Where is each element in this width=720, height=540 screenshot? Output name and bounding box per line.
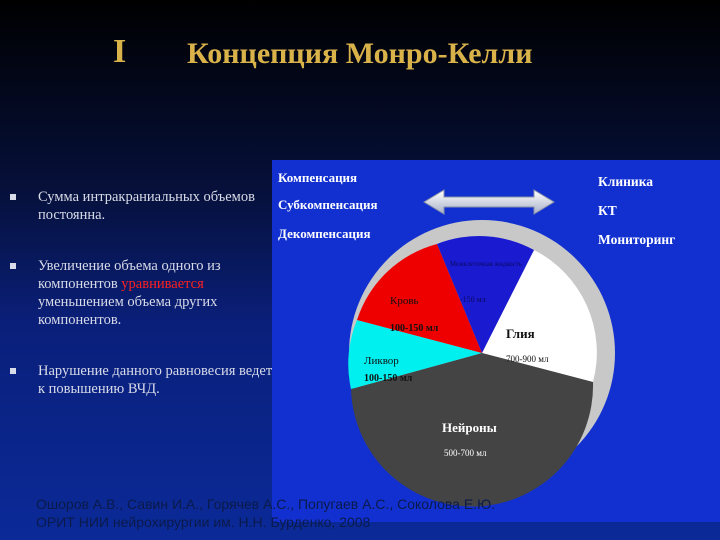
pie-value-csf: 100-150 мл xyxy=(364,373,413,384)
pie-label-neurons: Нейроны xyxy=(442,420,497,435)
label-clinic: Клиника xyxy=(598,174,654,189)
pie-label-extracellular: Межклеточная жидкость xyxy=(450,260,522,268)
bullet-item xyxy=(8,362,278,398)
bullet-text: Нарушение данного равновесия ведет к повышению ВЧД. xyxy=(38,363,273,397)
bullet-highlight: уравнивается xyxy=(121,276,204,292)
pie-label-blood: Кровь xyxy=(390,295,419,307)
footer-citation xyxy=(36,495,495,531)
bullet-item xyxy=(8,188,278,224)
pie-value-extracellular: -150 мл xyxy=(460,295,486,304)
pie-label-csf: Ликвор xyxy=(364,355,399,367)
pie-diagram xyxy=(272,160,720,522)
label-compensation: Компенсация xyxy=(278,170,358,185)
bullet-list xyxy=(8,188,278,431)
double-arrow-icon xyxy=(424,190,554,214)
label-decompensation: Декомпенсация xyxy=(278,226,371,241)
pie-value-glia: 700-900 мл xyxy=(506,354,549,364)
label-monitoring: Мониторинг xyxy=(598,232,676,247)
bullet-text: Сумма интракраниальных объемов постоянна. xyxy=(38,189,255,223)
title-numeral: I xyxy=(113,33,128,70)
bullet-text: Увеличение объема одного из компонентов xyxy=(38,258,221,292)
pie-value-neurons: 500-700 мл xyxy=(444,448,487,458)
bullet-text: уменьшением объема других компонентов. xyxy=(38,294,218,328)
label-subcompensation: Субкомпенсация xyxy=(278,197,378,212)
pie-label-glia: Глия xyxy=(506,326,535,341)
pie-value-blood: 100-150 мл xyxy=(390,323,439,334)
footer-institution: ОРИТ НИИ нейрохирургии им. Н.Н. Бурденко, 2008 xyxy=(36,514,371,530)
page-title: Концепция Монро-Келли xyxy=(187,37,533,70)
bullet-item xyxy=(8,257,278,329)
footer-authors: Ошоров А.В., Савин И.А., Горячев А.С., Попугаев А.С., Соколова Е.Ю. xyxy=(36,496,496,512)
label-ct: КТ xyxy=(598,203,617,218)
diagram-panel xyxy=(272,160,720,522)
